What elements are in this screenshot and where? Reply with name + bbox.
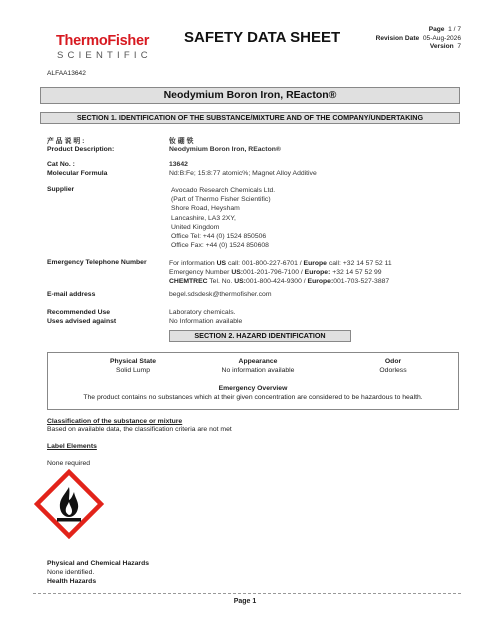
us-label: US:	[231, 269, 244, 276]
supplier-line: Lancashire, LA3 2XY,	[171, 214, 236, 222]
text: Emergency Number	[169, 269, 232, 276]
europe-label: Europe	[303, 260, 327, 267]
text: call: +32 14 57 52 11	[326, 260, 392, 267]
label-elements-label: Label Elements	[47, 443, 97, 450]
us-label: US	[216, 260, 227, 267]
supplier-address	[171, 186, 275, 250]
revision-label: Revision Date	[375, 34, 420, 42]
appearance	[208, 358, 308, 376]
scientific-logo-text: SCIENTIFIC	[57, 50, 152, 61]
text: +32 14 57 52 99	[330, 269, 382, 276]
text: Tel. No.	[207, 278, 235, 285]
supplier-line: United Kingdom	[171, 223, 220, 231]
document-meta	[376, 26, 461, 52]
emergency-line-3	[169, 277, 392, 286]
document-title: SAFETY DATA SHEET	[184, 29, 341, 46]
phys-chem-hazards-text: None identified.	[47, 569, 95, 576]
appearance-label: Appearance	[238, 358, 278, 365]
supplier-line: Shore Road, Heysham	[171, 205, 240, 213]
classification-label: Classification of the substance or mixture	[47, 418, 183, 425]
version-label: Version	[429, 43, 454, 51]
classification-text: Based on available data, the classification criteria are not met	[47, 426, 232, 433]
emergency-phone-label: Emergency Telephone Number	[47, 259, 147, 266]
emergency-overview	[48, 385, 458, 403]
emergency-line-1	[169, 259, 392, 268]
supplier-line: Office Fax: +44 (0) 1524 850608	[171, 242, 269, 250]
cat-no-label: Cat No. :	[47, 161, 75, 168]
text: 001-703-527-3887	[333, 278, 390, 285]
product-desc-label: Product Description:	[47, 146, 115, 153]
text: call: 001-800-227-6701 /	[226, 260, 304, 267]
email-label: E-mail address	[47, 291, 96, 298]
thermofisher-logo: ThermoFisher	[56, 33, 150, 49]
physical-state	[93, 358, 173, 376]
flame-icon	[34, 469, 104, 539]
cat-no-value: 13642	[169, 161, 188, 168]
physical-state-value: Solid Lump	[115, 366, 150, 374]
odor	[363, 358, 423, 376]
page-value: 1 / 7	[448, 26, 461, 33]
document-code: ALFAA13642	[47, 70, 86, 77]
formula-label: Molecular Formula	[47, 170, 108, 177]
product-name-banner: Neodymium Boron Iron, REacton®	[40, 87, 460, 104]
supplier-line: Avocado Research Chemicals Ltd.	[171, 187, 276, 194]
emergency-line-2	[169, 268, 392, 277]
section-1-header: SECTION 1. IDENTIFICATION OF THE SUBSTANCE/MIXTURE AND OF THE COMPANY/UNDERTAKING	[40, 112, 460, 124]
text: 001-800-424-9300 /	[245, 278, 308, 285]
version-value: 7	[457, 43, 461, 51]
label-elements-text: None required	[47, 460, 91, 467]
appearance-value: No information available	[221, 366, 295, 374]
text: For information	[169, 260, 217, 267]
recommended-use-value: Laboratory chemicals.	[169, 309, 236, 316]
recommended-use-label: Recommended Use	[47, 309, 111, 316]
emergency-overview-text: The product contains no substances which at their given concentration are considered to be hazardous to health.	[83, 393, 423, 401]
uses-advised-against-label: Uses advised against	[47, 318, 117, 325]
chemtrec-label: CHEMTREC	[169, 278, 208, 285]
product-desc-cjk-label: 产品说明:	[47, 138, 87, 145]
revision-value: 05-Aug-2026	[422, 34, 461, 42]
phys-chem-hazards-label: Physical and Chemical Hazards	[47, 560, 149, 567]
product-desc-value: Neodymium Boron Iron, REacton®	[169, 146, 281, 153]
text: 001-201-796-7100 /	[243, 269, 305, 276]
hazard-summary-box	[47, 352, 459, 410]
email-link[interactable]: begel.sdsdesk@thermofisher.com	[169, 291, 272, 298]
emergency-phone-info	[169, 259, 392, 286]
supplier-line: Office Tel: +44 (0) 1524 850506	[171, 233, 267, 241]
odor-value: Odorless	[379, 366, 407, 374]
section-2-header: SECTION 2. HAZARD IDENTIFICATION	[169, 330, 351, 342]
odor-label: Odor	[384, 358, 402, 365]
supplier-line: (Part of Thermo Fisher Scientific)	[171, 196, 271, 204]
formula-value: Nd:B:Fe; 15:8:77 atomic%; Magnet Alloy Additive	[169, 170, 317, 177]
uses-advised-against-value: No Information available	[169, 318, 243, 325]
page-footer: Page 1	[233, 598, 257, 605]
physical-state-label: Physical State	[109, 358, 157, 365]
footer-divider	[33, 593, 461, 594]
us-label: US:	[234, 278, 246, 285]
product-desc-cjk-value: 钕硼铁	[169, 138, 196, 145]
europe-label: Europe:	[307, 278, 334, 285]
europe-label: Europe:	[304, 269, 331, 276]
health-hazards-label: Health Hazards	[47, 578, 97, 585]
supplier-label: Supplier	[47, 186, 75, 193]
page-label: Page	[428, 26, 445, 33]
emergency-overview-label: Emergency Overview	[218, 385, 288, 392]
